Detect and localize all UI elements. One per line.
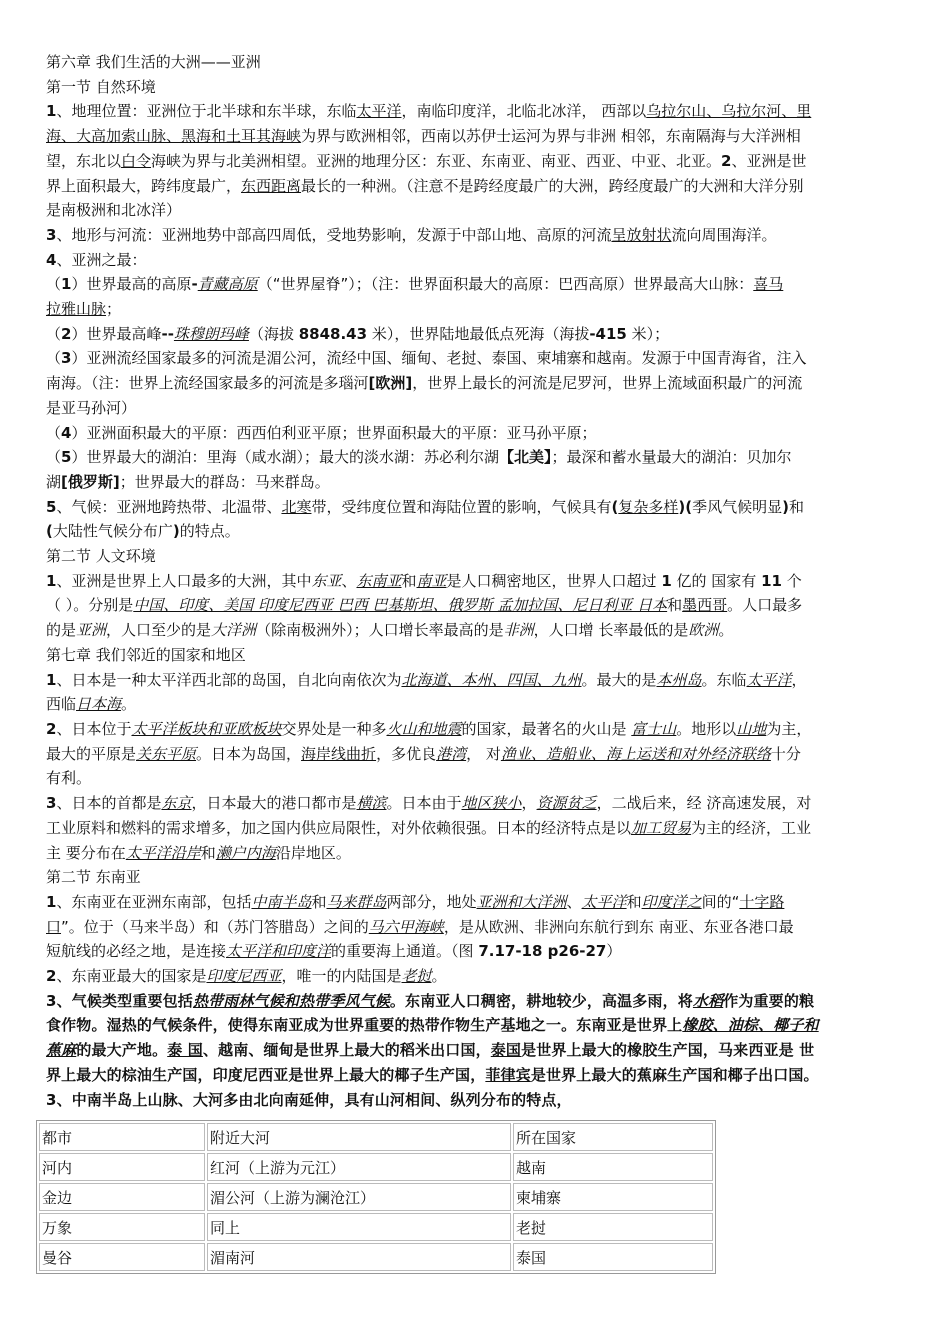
text-span: ，南临印度洋，北临北冰洋， 西部以 bbox=[401, 102, 647, 121]
text-span: 工业原料和燃料的需求增多，加之国内供应局限性，对外依赖很强。日本的经济特点是以 bbox=[46, 818, 632, 837]
table-cell: 湄公河（上游为澜沧江） bbox=[207, 1183, 511, 1211]
text-span: ， bbox=[791, 670, 807, 689]
text-span: 太平洋 bbox=[356, 102, 402, 121]
text-span: 泰 国 bbox=[167, 1041, 203, 1060]
text-span: 。日本由于 bbox=[386, 794, 462, 813]
text-line bbox=[46, 248, 908, 273]
text-span: 为主的经济，工业 bbox=[691, 818, 812, 837]
table-cell: 红河（上游为元江） bbox=[207, 1153, 511, 1181]
text-span: 和 bbox=[667, 596, 683, 615]
text-span: 南海。（注：世界上流经国家最多的河流是多瑙河 bbox=[46, 374, 369, 393]
text-span: 为界与欧洲相邻，西南以苏伊士运河为界与非洲 相邻，东南隔海与大洋洲相 bbox=[301, 127, 801, 146]
text-span: 濑户内海 bbox=[215, 843, 276, 862]
text-span: 和 bbox=[200, 843, 216, 862]
text-span: 海峡为界与北美洲相望。亚洲的地理分区：东亚、东南亚、南亚、西亚、中亚、北亚。 bbox=[151, 151, 722, 170]
text-span: 是南极洲和北冰洋） bbox=[46, 201, 182, 220]
text-span: 4 bbox=[46, 250, 57, 269]
text-line bbox=[46, 816, 908, 841]
text-span: 白令 bbox=[121, 151, 152, 170]
text-span: ，唯一的内陆国是 bbox=[281, 967, 402, 986]
text-span: 和 bbox=[626, 892, 642, 911]
table-row bbox=[39, 1213, 713, 1241]
text-span: 3 bbox=[46, 794, 57, 813]
text-span: 橡胶、油棕、椰子和 bbox=[682, 1016, 819, 1035]
text-span: ，日本最大的港口都市是 bbox=[191, 794, 357, 813]
text-line bbox=[46, 692, 908, 717]
text-line bbox=[46, 643, 908, 668]
text-span: （ ）。分别是 bbox=[46, 596, 134, 615]
text-line bbox=[46, 470, 908, 495]
text-span: 亚洲和大洋洲 bbox=[476, 892, 567, 911]
text-span: （ bbox=[46, 448, 62, 467]
text-span: 拉雅山脉 bbox=[46, 300, 107, 319]
text-span: 望，东北以 bbox=[46, 151, 122, 170]
text-span: 复杂多样 bbox=[618, 497, 679, 516]
table-cell: 金边 bbox=[39, 1183, 205, 1211]
text-span: 2 bbox=[721, 151, 732, 170]
text-span: 、东南亚在亚洲东南部，包括 bbox=[56, 892, 252, 911]
text-span: ， bbox=[521, 794, 537, 813]
text-span: 大陆性气候分布广 bbox=[52, 522, 173, 541]
text-span: 5 bbox=[46, 497, 57, 516]
text-span: 、越南、缅甸是世界上最大的稻米出口国， bbox=[202, 1041, 491, 1060]
text-span: 乌拉尔山、乌拉尔河、里 bbox=[646, 102, 812, 121]
table-cell: 曼谷 bbox=[39, 1243, 205, 1271]
text-line bbox=[46, 519, 908, 544]
text-span: 东西距离 bbox=[241, 176, 302, 195]
text-span: 最大的平原是 bbox=[46, 744, 137, 763]
text-line bbox=[46, 939, 908, 964]
text-lines bbox=[46, 50, 908, 989]
bold-paragraph bbox=[46, 989, 908, 1113]
text-span: 沿岸地区。 bbox=[275, 843, 351, 862]
text-span: 、亚洲之最： bbox=[56, 250, 147, 269]
text-line bbox=[46, 717, 908, 742]
text-span: 大洋洲 bbox=[211, 621, 257, 640]
text-span: （ bbox=[46, 349, 62, 368]
text-span: -415 bbox=[589, 324, 627, 343]
text-span: 南亚 bbox=[416, 571, 447, 590]
text-span: 、地形与河流：亚洲地势中部高四周低，受地势影响，发源于中部山地、高原的河流 bbox=[56, 225, 612, 244]
text-span: 的是 bbox=[46, 621, 77, 640]
text-span: 北海道、本州、四国、九州 bbox=[401, 670, 582, 689]
text-span: 2 bbox=[46, 967, 57, 986]
text-span: 欧洲 bbox=[688, 621, 719, 640]
text-span: 。 bbox=[121, 695, 137, 714]
text-span: 、亚洲是世界上人口最多的大洲，其中 bbox=[56, 571, 312, 590]
text-span: 十字路 bbox=[739, 892, 785, 911]
text-span: 横滨 bbox=[356, 794, 387, 813]
text-line bbox=[46, 198, 908, 223]
text-span: 4 bbox=[61, 423, 72, 442]
text-span: 1 bbox=[661, 571, 672, 590]
text-span: （ bbox=[46, 423, 62, 442]
text-span: 食作物。湿热的气候条件，使得东南亚成为世界重要的热带作物生产基地之一。东南亚是世界上 bbox=[46, 1016, 683, 1035]
text-span: 湖 bbox=[46, 472, 62, 491]
text-span: 印度尼西亚 bbox=[206, 967, 282, 986]
text-span: 的特点。 bbox=[179, 522, 240, 541]
text-span: 、地理位置：亚洲位于北半球和东半球，东临 bbox=[56, 102, 357, 121]
text-line bbox=[46, 964, 908, 989]
text-line bbox=[46, 618, 908, 643]
text-span: 、亚洲是世 bbox=[731, 151, 807, 170]
text-span: 的重要海上通道。（图 bbox=[331, 942, 479, 961]
text-line bbox=[46, 791, 908, 816]
table-header-cell: 都市 bbox=[39, 1123, 205, 1151]
text-line bbox=[46, 371, 908, 396]
text-span: 港湾 bbox=[436, 744, 467, 763]
text-span: 蕉麻 bbox=[46, 1041, 77, 1060]
text-span: 。日本为岛国， bbox=[196, 744, 302, 763]
table-header-cell: 附近大河 bbox=[207, 1123, 511, 1151]
table-cell: 河内 bbox=[39, 1153, 205, 1181]
text-span: 1 bbox=[46, 670, 57, 689]
table-cell: 湄南河 bbox=[207, 1243, 511, 1271]
table-cell: 万象 bbox=[39, 1213, 205, 1241]
text-line bbox=[46, 346, 908, 371]
text-span: 。 bbox=[718, 621, 734, 640]
text-line bbox=[46, 544, 908, 569]
text-span: 资源贫乏 bbox=[536, 794, 597, 813]
text-span: ）亚洲面积最大的平原：西西伯利亚平原；世界面积最大的平原：亚马孙平原； bbox=[71, 423, 597, 442]
text-span: 太平洋 bbox=[746, 670, 792, 689]
text-span: 3 bbox=[61, 349, 72, 368]
text-span: 。东南亚人口稠密，耕地较少，高温多雨，将 bbox=[389, 991, 693, 1010]
text-line bbox=[46, 297, 908, 322]
text-span: [俄罗斯] bbox=[61, 472, 120, 491]
text-span: 马六甲海峡 bbox=[368, 917, 444, 936]
text-span: 两部分，地处 bbox=[386, 892, 477, 911]
text-span: 十分 bbox=[770, 744, 801, 763]
text-span: 。东临 bbox=[701, 670, 747, 689]
text-span: )( bbox=[678, 497, 693, 516]
text-line bbox=[46, 915, 908, 940]
table-row bbox=[39, 1153, 713, 1181]
text-span: 是人口稠密地区，世界人口超过 bbox=[446, 571, 662, 590]
text-span: 流向周围海洋。 bbox=[671, 225, 777, 244]
text-line bbox=[46, 742, 908, 767]
text-span: 是亚马孙河） bbox=[46, 398, 137, 417]
text-span: 和 bbox=[401, 571, 417, 590]
text-span: 日本海 bbox=[76, 695, 122, 714]
table-cell: 同上 bbox=[207, 1213, 511, 1241]
document-body bbox=[46, 50, 908, 1112]
text-span: 季风气候明显 bbox=[692, 497, 783, 516]
text-span: 2 bbox=[46, 719, 57, 738]
text-line bbox=[46, 593, 908, 618]
text-span: - bbox=[191, 275, 198, 294]
text-span: 个 bbox=[781, 571, 802, 590]
text-span: ) bbox=[782, 497, 789, 516]
text-span: 和 bbox=[788, 497, 804, 516]
text-span: 加工贸易 bbox=[631, 818, 692, 837]
text-span: 东京 bbox=[161, 794, 192, 813]
text-span: 东亚 bbox=[311, 571, 342, 590]
text-span: 呈放射状 bbox=[611, 225, 672, 244]
text-span: 3 bbox=[46, 225, 57, 244]
text-span: 3、气候类型重要包括 bbox=[46, 991, 193, 1010]
text-line bbox=[46, 766, 908, 791]
text-span: 短航线的必经之地，是连接 bbox=[46, 942, 227, 961]
text-span: ）世界最高峰 bbox=[71, 324, 162, 343]
text-span: 有利。 bbox=[46, 769, 92, 788]
text-span: 印度洋之 bbox=[641, 892, 702, 911]
text-span: 珠穆朗玛峰 bbox=[173, 324, 249, 343]
text-span: 水稻 bbox=[692, 991, 724, 1010]
text-span: 墨西哥 bbox=[682, 596, 728, 615]
text-span: 1 bbox=[46, 571, 57, 590]
text-span: ，人口增 长率最低的是 bbox=[533, 621, 689, 640]
text-span: 带，受纬度位置和海陆位置的影响，气候具有 bbox=[311, 497, 612, 516]
text-span: ( bbox=[611, 497, 619, 516]
text-span: （ bbox=[46, 275, 62, 294]
text-span: 是世界上最大的蕉麻生产国和椰子出口国。 bbox=[530, 1065, 819, 1084]
text-span: ，是从欧洲、非洲向东航行到东 南亚、东亚各港口最 bbox=[443, 917, 794, 936]
text-span: ；最深和蓄水量最大的湖泊：贝加尔 bbox=[551, 448, 792, 467]
text-span: 2 bbox=[61, 324, 72, 343]
text-span: 为主， bbox=[766, 719, 812, 738]
text-span: （ bbox=[46, 324, 62, 343]
text-line bbox=[46, 841, 908, 866]
text-span: 地区狭小 bbox=[461, 794, 522, 813]
text-span: ）亚洲流经国家最多的河流是湄公河，流经中国、缅甸、老挝、泰国、柬埔寨和越南。发源于中国青海省，注入 bbox=[71, 349, 807, 368]
text-line bbox=[46, 1038, 908, 1063]
text-span: 太平洋和印度洋 bbox=[226, 942, 332, 961]
text-line bbox=[46, 569, 908, 594]
text-line bbox=[46, 396, 908, 421]
table-cell: 老挝 bbox=[513, 1213, 713, 1241]
text-line bbox=[46, 124, 908, 149]
text-span: 米），世界陆地最低点死海（海拔 bbox=[367, 324, 590, 343]
text-span: 第一节 自然环境 bbox=[46, 77, 156, 96]
text-span: 最长的一种洲。（注意不是跨经度最广的大洲，跨经度最广的大洲和大洋分别 bbox=[301, 176, 804, 195]
text-span: 海岸线曲折 bbox=[301, 744, 377, 763]
text-span: 非洲 bbox=[503, 621, 534, 640]
text-span: 第六章 我们生活的大洲——亚洲 bbox=[46, 53, 261, 71]
text-span: 北寒 bbox=[281, 497, 312, 516]
text-span: -- bbox=[161, 324, 174, 343]
text-span: 的最大产地。 bbox=[76, 1041, 168, 1060]
text-line bbox=[46, 1013, 908, 1038]
text-span: 太平洋沿岸 bbox=[125, 843, 201, 862]
text-span: 米）； bbox=[626, 324, 670, 343]
text-span: 1 bbox=[61, 275, 72, 294]
text-line bbox=[46, 1063, 908, 1088]
text-span: 11 bbox=[761, 571, 782, 590]
text-line bbox=[46, 668, 908, 693]
table-cell: 泰国 bbox=[513, 1243, 713, 1271]
text-span: 、东南亚最大的国家是 bbox=[56, 967, 207, 986]
text-line bbox=[46, 223, 908, 248]
text-span: 、日本是一种太平洋西北部的岛国，自北向南依次为 bbox=[56, 670, 402, 689]
text-span: 口 bbox=[46, 917, 62, 936]
text-span: 、气候：亚洲地跨热带、北温带、 bbox=[56, 497, 282, 516]
text-line bbox=[46, 495, 908, 520]
text-span: 本州岛 bbox=[656, 670, 702, 689]
text-span: 东南亚 bbox=[356, 571, 402, 590]
text-span: ( bbox=[46, 522, 53, 541]
text-span: 第七章 我们邻近的国家和地区 bbox=[46, 645, 246, 664]
text-span: 、 bbox=[341, 571, 357, 590]
text-span: 主 要分布在 bbox=[46, 843, 126, 862]
text-line bbox=[46, 272, 908, 297]
text-span: 和 bbox=[311, 892, 327, 911]
table-header-cell: 所在国家 bbox=[513, 1123, 713, 1151]
text-span: 富士山 bbox=[631, 719, 677, 738]
text-span: （海拔 bbox=[248, 324, 299, 343]
text-span: 亿的 国家有 bbox=[671, 571, 762, 590]
text-line bbox=[46, 421, 908, 446]
text-span: 马来群岛 bbox=[326, 892, 387, 911]
text-line bbox=[46, 989, 908, 1014]
text-span: ，二战后来，经 济高速发展，对 bbox=[596, 794, 812, 813]
text-span: （“世界屋脊”）；（注：世界面积最大的高原：巴西高原）世界最高大山脉： bbox=[257, 275, 754, 294]
text-span: 西临 bbox=[46, 695, 77, 714]
text-line bbox=[46, 890, 908, 915]
text-span: 、日本位于 bbox=[56, 719, 132, 738]
text-line bbox=[46, 174, 908, 199]
text-line bbox=[46, 149, 908, 174]
text-span: 喜马 bbox=[753, 275, 784, 294]
text-span: 菲律宾 bbox=[485, 1065, 531, 1084]
text-span: 太平洋板块和亚欧板块 bbox=[131, 719, 282, 738]
text-line bbox=[46, 50, 908, 75]
text-span: 海、大高加索山脉、黑海和土耳其海峡 bbox=[46, 127, 302, 146]
text-span: 第二节 人文环境 bbox=[46, 547, 156, 566]
text-span: [欧洲] bbox=[368, 374, 413, 393]
table-row bbox=[39, 1183, 713, 1211]
text-span: 关东平原 bbox=[136, 744, 197, 763]
text-span: 亚洲 bbox=[76, 621, 107, 640]
text-span: 7.17-18 p26-27 bbox=[478, 942, 607, 961]
text-span: ， 对 bbox=[466, 744, 501, 763]
text-span: 1 bbox=[46, 102, 57, 121]
text-line bbox=[46, 322, 908, 347]
table-header-row bbox=[39, 1123, 713, 1151]
table-cell: 越南 bbox=[513, 1153, 713, 1181]
text-span: ，人口至少的是 bbox=[106, 621, 212, 640]
text-span: 界上面积最大，跨纬度最广， bbox=[46, 176, 242, 195]
table-row bbox=[39, 1243, 713, 1271]
text-span: 第二节 东南亚 bbox=[46, 868, 141, 887]
text-span: 渔业、造船业、海上运送和对外经济联络 bbox=[500, 744, 771, 763]
text-span: 8848.43 bbox=[298, 324, 368, 343]
text-span: ”。位于（马来半岛）和（苏门答腊岛）之间的 bbox=[61, 917, 369, 936]
text-span: 5 bbox=[61, 448, 72, 467]
text-span: 界上最大的棕油生产国，印度尼西亚是世界上最大的椰子生产国， bbox=[46, 1065, 486, 1084]
text-span: 中南半岛 bbox=[251, 892, 312, 911]
text-line bbox=[46, 75, 908, 100]
text-span: ） bbox=[606, 942, 622, 961]
text-span: 1 bbox=[46, 892, 57, 911]
text-span: ，多优良 bbox=[376, 744, 437, 763]
text-span: 、日本的首都是 bbox=[56, 794, 162, 813]
text-line bbox=[46, 1088, 908, 1113]
text-span: ； bbox=[106, 300, 122, 319]
text-span: 3、中南半岛上山脉、大河多由北向南延伸，具有山河相间、纵列分布的特点， bbox=[46, 1090, 572, 1109]
text-span: ) bbox=[172, 522, 180, 541]
text-span: ，世界上最长的河流是尼罗河，世界上流域面积最广的河流 bbox=[412, 374, 803, 393]
text-line bbox=[46, 99, 908, 124]
text-span: ）世界最高的高原 bbox=[71, 275, 192, 294]
text-span: 、 bbox=[566, 892, 582, 911]
text-span: 【北美】 bbox=[498, 448, 552, 467]
text-span: 老挝 bbox=[401, 967, 432, 986]
text-span: 作为重要的粮 bbox=[723, 991, 815, 1010]
text-line bbox=[46, 865, 908, 890]
text-span: 。地形以 bbox=[676, 719, 737, 738]
text-span: 泰国 bbox=[490, 1041, 522, 1060]
text-span: ）世界最大的湖泊：里海（咸水湖）；最大的淡水湖：苏必利尔湖 bbox=[71, 448, 499, 467]
text-span: 太平洋 bbox=[581, 892, 627, 911]
text-span: 交界处是一种多 bbox=[281, 719, 387, 738]
city-river-table bbox=[36, 1120, 716, 1274]
text-span: 。 bbox=[431, 967, 447, 986]
text-span: 热带雨林气候和热带季风气候 bbox=[192, 991, 390, 1010]
text-span: 的国家，最著名的火山是 bbox=[461, 719, 632, 738]
text-span: 火山和地震 bbox=[386, 719, 462, 738]
text-span: 。人口最多 bbox=[727, 596, 803, 615]
text-span: 是世界上最大的橡胶生产国，马来西亚是 世 bbox=[521, 1041, 815, 1060]
text-span: 中国、印度、美国 印度尼西亚 巴西 巴基斯坦、俄罗斯 孟加拉国、尼日利亚 日本 bbox=[133, 596, 668, 615]
text-span: 。最大的是 bbox=[581, 670, 657, 689]
text-span: ；世界最大的群岛：马来群岛。 bbox=[119, 472, 330, 491]
text-span: （除南极洲外）；人口增长率最高的是 bbox=[256, 621, 504, 640]
text-span: 青藏高原 bbox=[197, 275, 258, 294]
text-span: 山地 bbox=[736, 719, 767, 738]
text-line bbox=[46, 445, 908, 470]
text-span: 间的“ bbox=[701, 892, 740, 911]
table-cell: 柬埔寨 bbox=[513, 1183, 713, 1211]
